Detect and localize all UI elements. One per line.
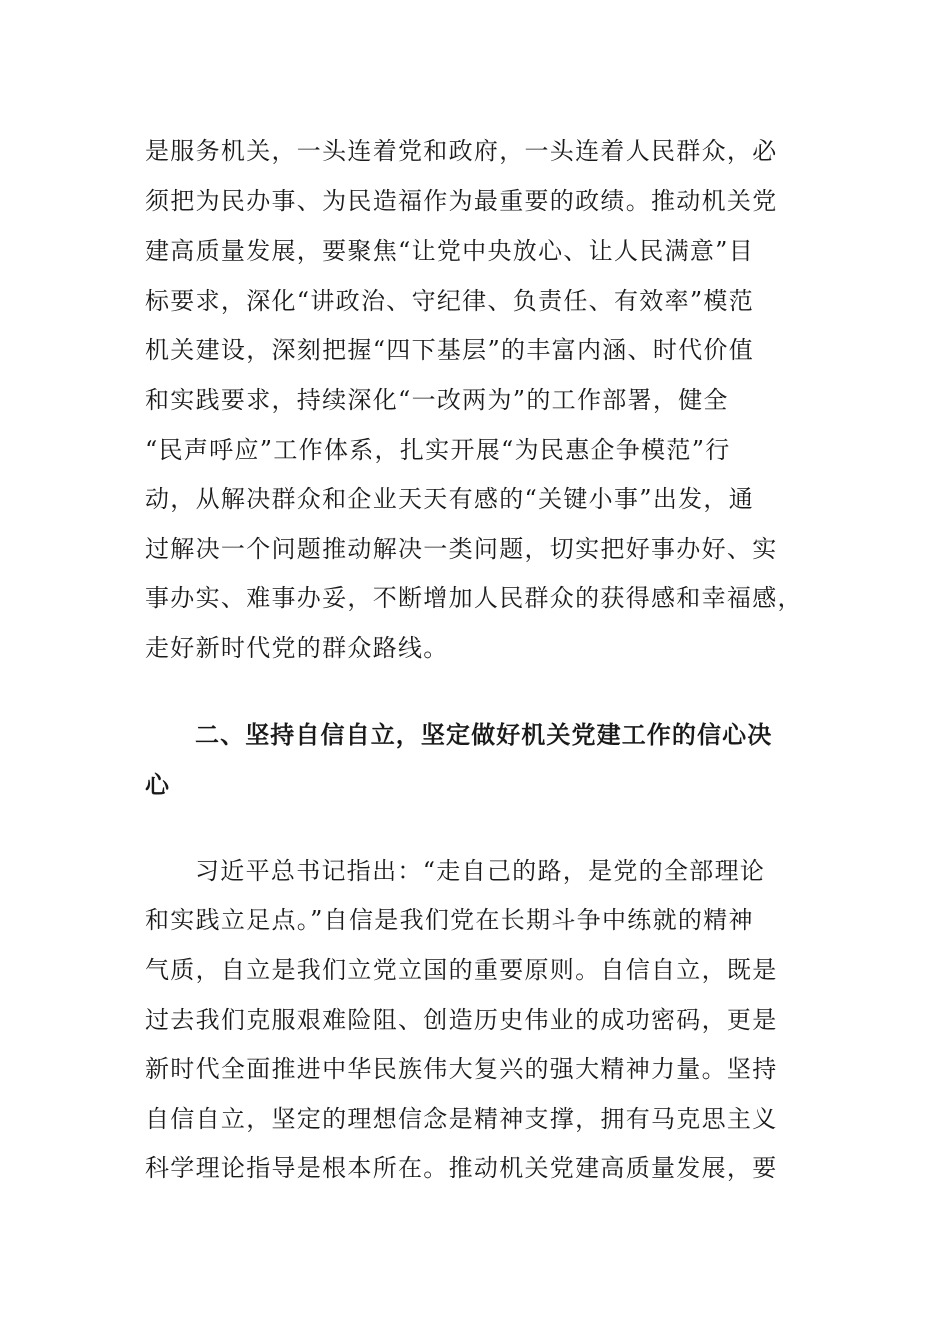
paragraph-line: 建高质量发展，要聚焦“让党中央放心、让人民满意”目: [145, 237, 755, 265]
paragraph-line: 自信自立，坚定的理想信念是精神支撑，拥有马克思主义: [145, 1105, 778, 1133]
paragraph-line: 是服务机关，一头连着党和政府，一头连着人民群众，必: [145, 137, 778, 165]
heading-line: 二、坚持自信自立，坚定做好机关党建工作的信心决: [195, 721, 773, 749]
paragraph-line: 须把为民办事、为民造福作为最重要的政绩。推动机关党: [145, 187, 778, 215]
paragraph-line: 习近平总书记指出：“走自己的路，是党的全部理论: [195, 857, 766, 885]
paragraph-line: 新时代全面推进中华民族伟大复兴的强大精神力量。坚持: [145, 1055, 778, 1083]
paragraph-line: 和实践要求，持续深化“一改两为”的工作部署，健全: [145, 386, 729, 414]
paragraph-line: 和实践立足点。”自信是我们党在长期斗争中练就的精神: [145, 906, 754, 934]
paragraph-line: 动，从解决群众和企业天天有感的“关键小事”出发，通: [145, 485, 755, 513]
paragraph-line: 走好新时代党的群众路线。: [145, 634, 449, 662]
paragraph-line: 事办实、难事办妥，不断增加人民群众的获得感和幸福感，: [145, 584, 803, 612]
paragraph-line: 科学理论指导是根本所在。推动机关党建高质量发展，要: [145, 1154, 778, 1182]
paragraph-line: 气质，自立是我们立党立国的重要原则。自信自立，既是: [145, 956, 778, 984]
paragraph-line: 机关建设，深刻把握“四下基层”的丰富内涵、时代价值: [145, 336, 755, 364]
heading-line: 心: [145, 771, 171, 799]
paragraph-line: “民声呼应”工作体系，扎实开展“为民惠企争模范”行: [145, 436, 731, 464]
paragraph-line: 过解决一个问题推动解决一类问题，切实把好事办好、实: [145, 535, 778, 563]
paragraph-line: 过去我们克服艰难险阻、创造历史伟业的成功密码，更是: [145, 1006, 778, 1034]
paragraph-line: 标要求，深化“讲政治、守纪律、负责任、有效率”模范: [145, 287, 755, 315]
